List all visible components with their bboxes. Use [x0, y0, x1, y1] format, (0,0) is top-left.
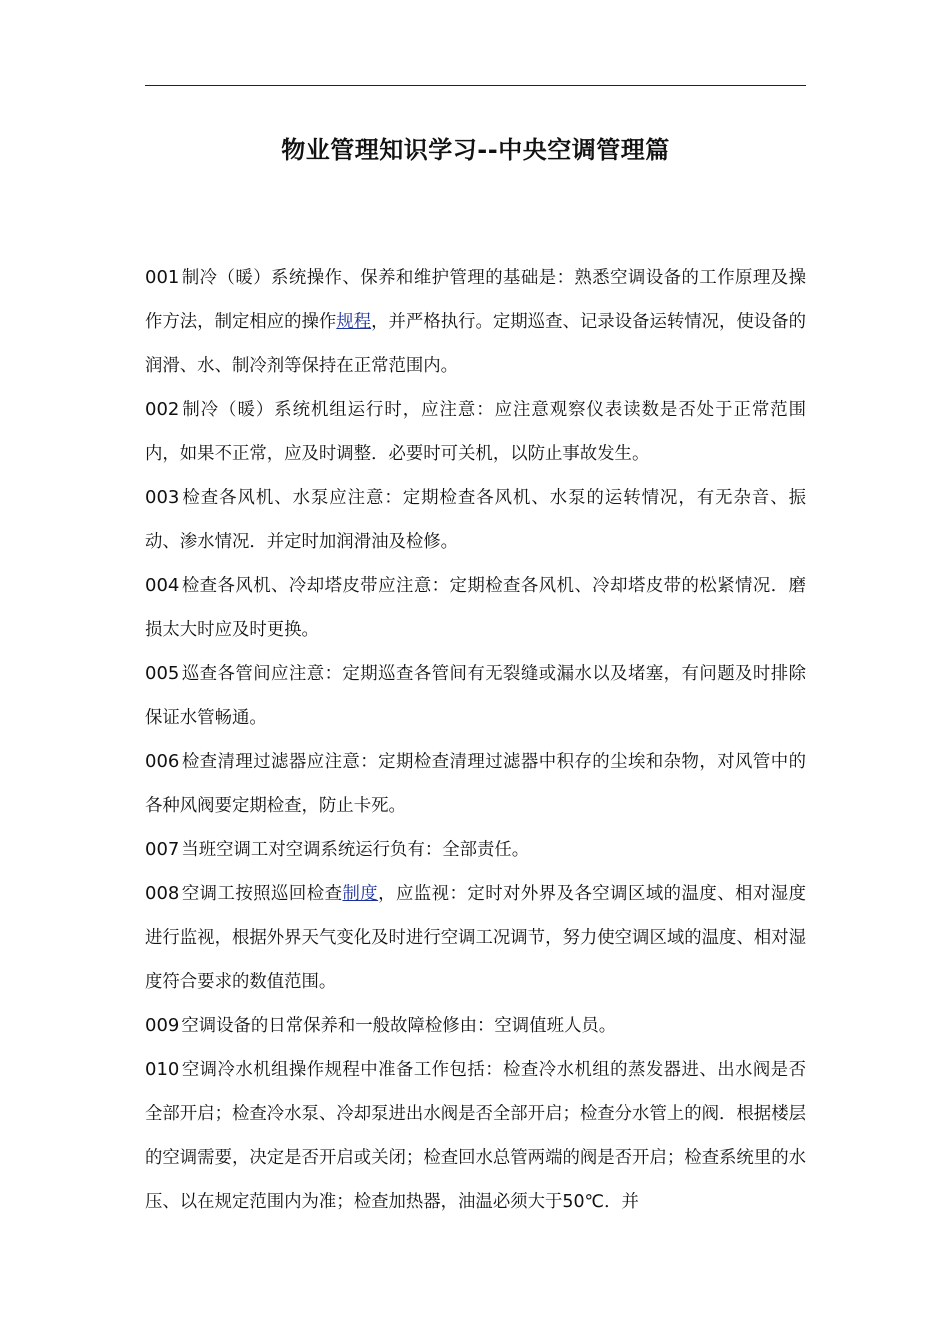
list-item — [145, 740, 806, 828]
item-text: ，并严格执行。定期巡查、记录设备运转情况，使设备的润滑、水、制冷剂等保持在正常范围内。 — [145, 312, 806, 376]
header-rule — [145, 85, 806, 86]
item-number: 007 — [145, 839, 180, 860]
item-text: 空调工按照巡回检查 — [181, 884, 343, 904]
item-number: 002 — [145, 399, 180, 420]
item-number: 010 — [145, 1059, 180, 1080]
link-zhidu[interactable]: 制度 — [342, 884, 379, 904]
list-item — [145, 652, 806, 740]
list-item — [145, 828, 806, 872]
document-title: 物业管理知识学习--中央空调管理篇 — [281, 136, 670, 164]
list-item — [145, 1004, 806, 1048]
document-body — [145, 256, 806, 1224]
item-text: 检查各风机、水泵应注意：定期检查各风机、水泵的运转情况，有无杂音、振动、渗水情况．并定时加润滑油及检修。 — [145, 488, 806, 552]
item-text: ，应监视：定时对外界及各空调区域的温度、相对湿度进行监视，根据外界天气变化及时进行空调工况调节，努力使空调区域的温度、相对湿度符合要求的数值范围。 — [145, 884, 806, 992]
list-item — [145, 872, 806, 1004]
item-number: 004 — [145, 575, 180, 596]
item-text: 检查各风机、冷却塔皮带应注意：定期检查各风机、冷却塔皮带的松紧情况．磨损太大时应及时更换。 — [145, 576, 806, 640]
item-number: 001 — [145, 267, 180, 288]
temperature-value: 50℃ — [562, 1192, 605, 1212]
item-number: 009 — [145, 1015, 180, 1036]
item-number: 003 — [145, 487, 180, 508]
item-text: 巡查各管间应注意：定期巡查各管间有无裂缝或漏水以及堵塞，有问题及时排除保证水管畅通。 — [145, 664, 806, 728]
item-number: 008 — [145, 883, 180, 904]
list-item — [145, 1048, 806, 1224]
item-text: 制冷（暖）系统机组运行时，应注意：应注意观察仪表读数是否处于正常范围内，如果不正常，应及时调整．必要时可关机，以防止事故发生。 — [145, 400, 806, 464]
list-item — [145, 564, 806, 652]
item-text: ．并 — [604, 1192, 639, 1212]
item-number: 006 — [145, 751, 180, 772]
item-text: 制冷（暖）系统操作、保养和维护管理的基础是：熟悉空调设备的工作原理及操作方法，制定相应的操作 — [145, 268, 806, 332]
item-text: 空调设备的日常保养和一般故障检修由：空调值班人员。 — [181, 1016, 617, 1036]
item-text: 当班空调工对空调系统运行负有：全部责任。 — [181, 840, 530, 860]
item-text: 检查清理过滤器应注意：定期检查清理过滤器中积存的尘埃和杂物，对风管中的各种风阀要定期检查，防止卡死。 — [145, 752, 806, 816]
list-item — [145, 388, 806, 476]
item-text: 空调冷水机组操作规程中准备工作包括：检查冷水机组的蒸发器进、出水阀是否全部开启；检查冷水泵、冷却泵进出水阀是否全部开启；检查分水管上的阀．根据楼层的空调需要，决定是否开启或关闭；检查回水总管两端的阀是否开启；检查系统里的水压、以在规定范围内为准；检查加热器，油温必须大于 — [145, 1060, 806, 1212]
list-item — [145, 256, 806, 388]
item-number: 005 — [145, 663, 180, 684]
list-item — [145, 476, 806, 564]
link-guicheng[interactable]: 规程 — [336, 312, 372, 332]
